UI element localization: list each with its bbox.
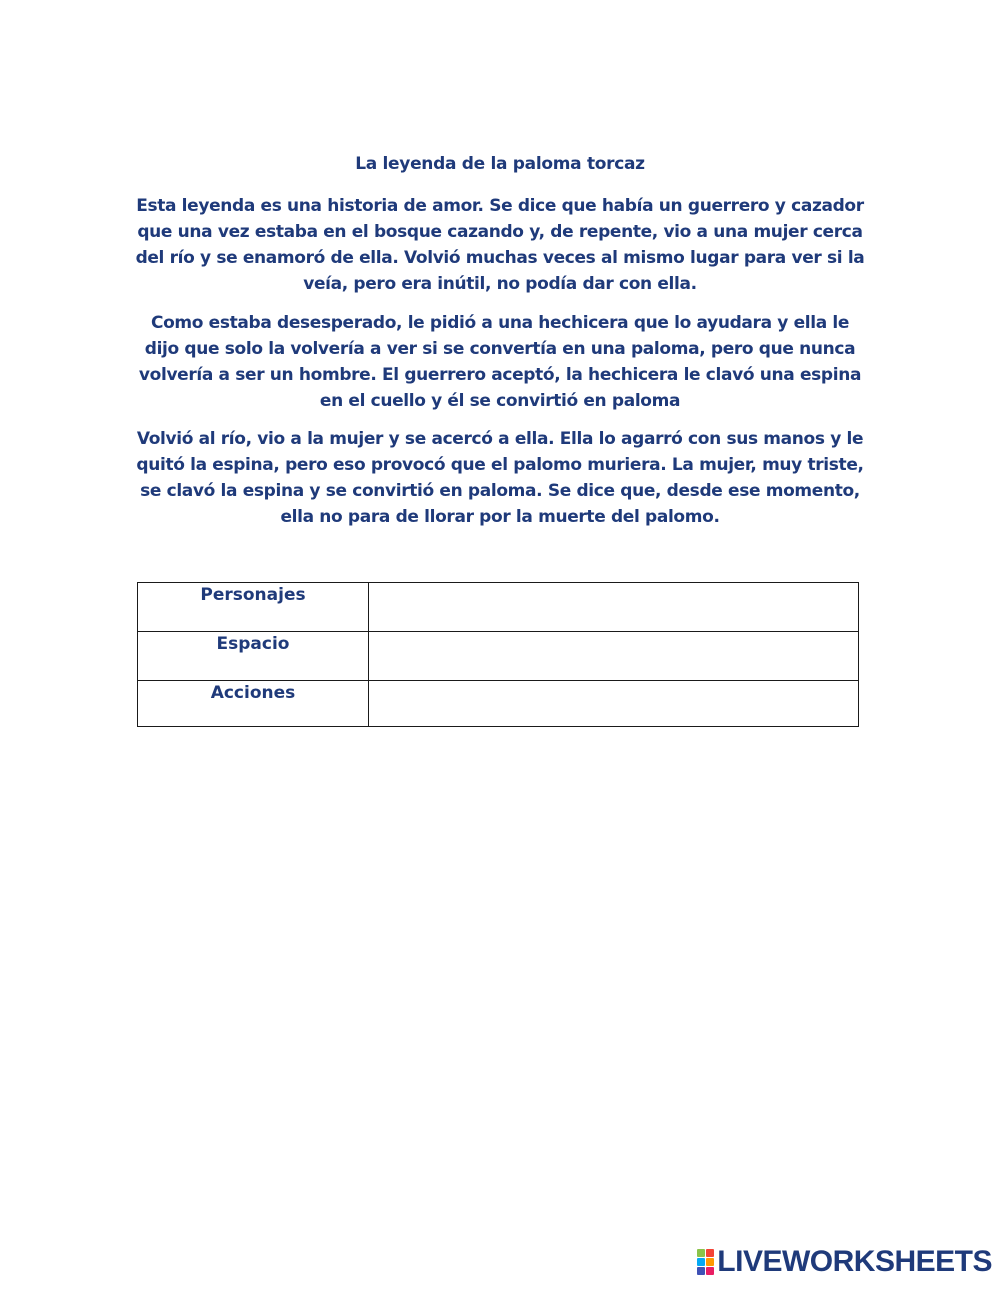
acciones-answer-input[interactable] [369,681,858,725]
logo-square [697,1267,705,1275]
paragraph-1: Esta leyenda es una historia de amor. Se dice que había un guerrero y cazador que una vez estaba en el bosque cazando y, de repente, vio a una mujer cerca del río y se enamoró de ella. Volvió muchas veces al mismo lugar para ver si la veía, pero era inútil, no podía dar con ella. [135,196,865,294]
paragraph-3: Volvió al río, vio a la mujer y se acercó a ella. Ella lo agarró con sus manos y le quitó la espina, pero eso provocó que el palomo muriera. La mujer, muy triste, se clavó la espina y se convirtió en paloma. Se dice que, desde ese momento, ella no para de llorar por la muerte del palomo. [136,429,864,527]
table-row-acciones [138,681,859,727]
table-row-personajes [138,583,859,632]
espacio-answer-input[interactable] [369,632,858,676]
personajes-answer-input[interactable] [369,583,858,627]
logo-square [706,1267,714,1275]
answer-cell-espacio [369,632,859,681]
logo-square [706,1249,714,1257]
row-label-personajes: Personajes [138,583,369,632]
liveworksheets-logo [697,1247,992,1277]
row-label-espacio: Espacio [138,632,369,681]
logo-text: LIVEWORKSHEETS [717,1245,992,1278]
row-label-acciones: Acciones [138,681,369,727]
answer-cell-acciones [369,681,859,727]
document-title: La leyenda de la paloma torcaz [355,154,645,174]
answer-cell-personajes [369,583,859,632]
table-row-espacio [138,632,859,681]
logo-square [697,1258,705,1266]
paragraph-2: Como estaba desesperado, le pidió a una hechicera que lo ayudara y ella le dijo que solo la volvería a ver si se convertía en una paloma, pero que nunca volvería a ser un hombre. El guerrero aceptó, la hechicera le clavó una espina en el cuello y él se convirtió en paloma [138,313,862,411]
story-elements-table [137,582,859,727]
logo-square [697,1249,705,1257]
liveworksheets-logo-icon [697,1249,714,1275]
logo-square [706,1258,714,1266]
